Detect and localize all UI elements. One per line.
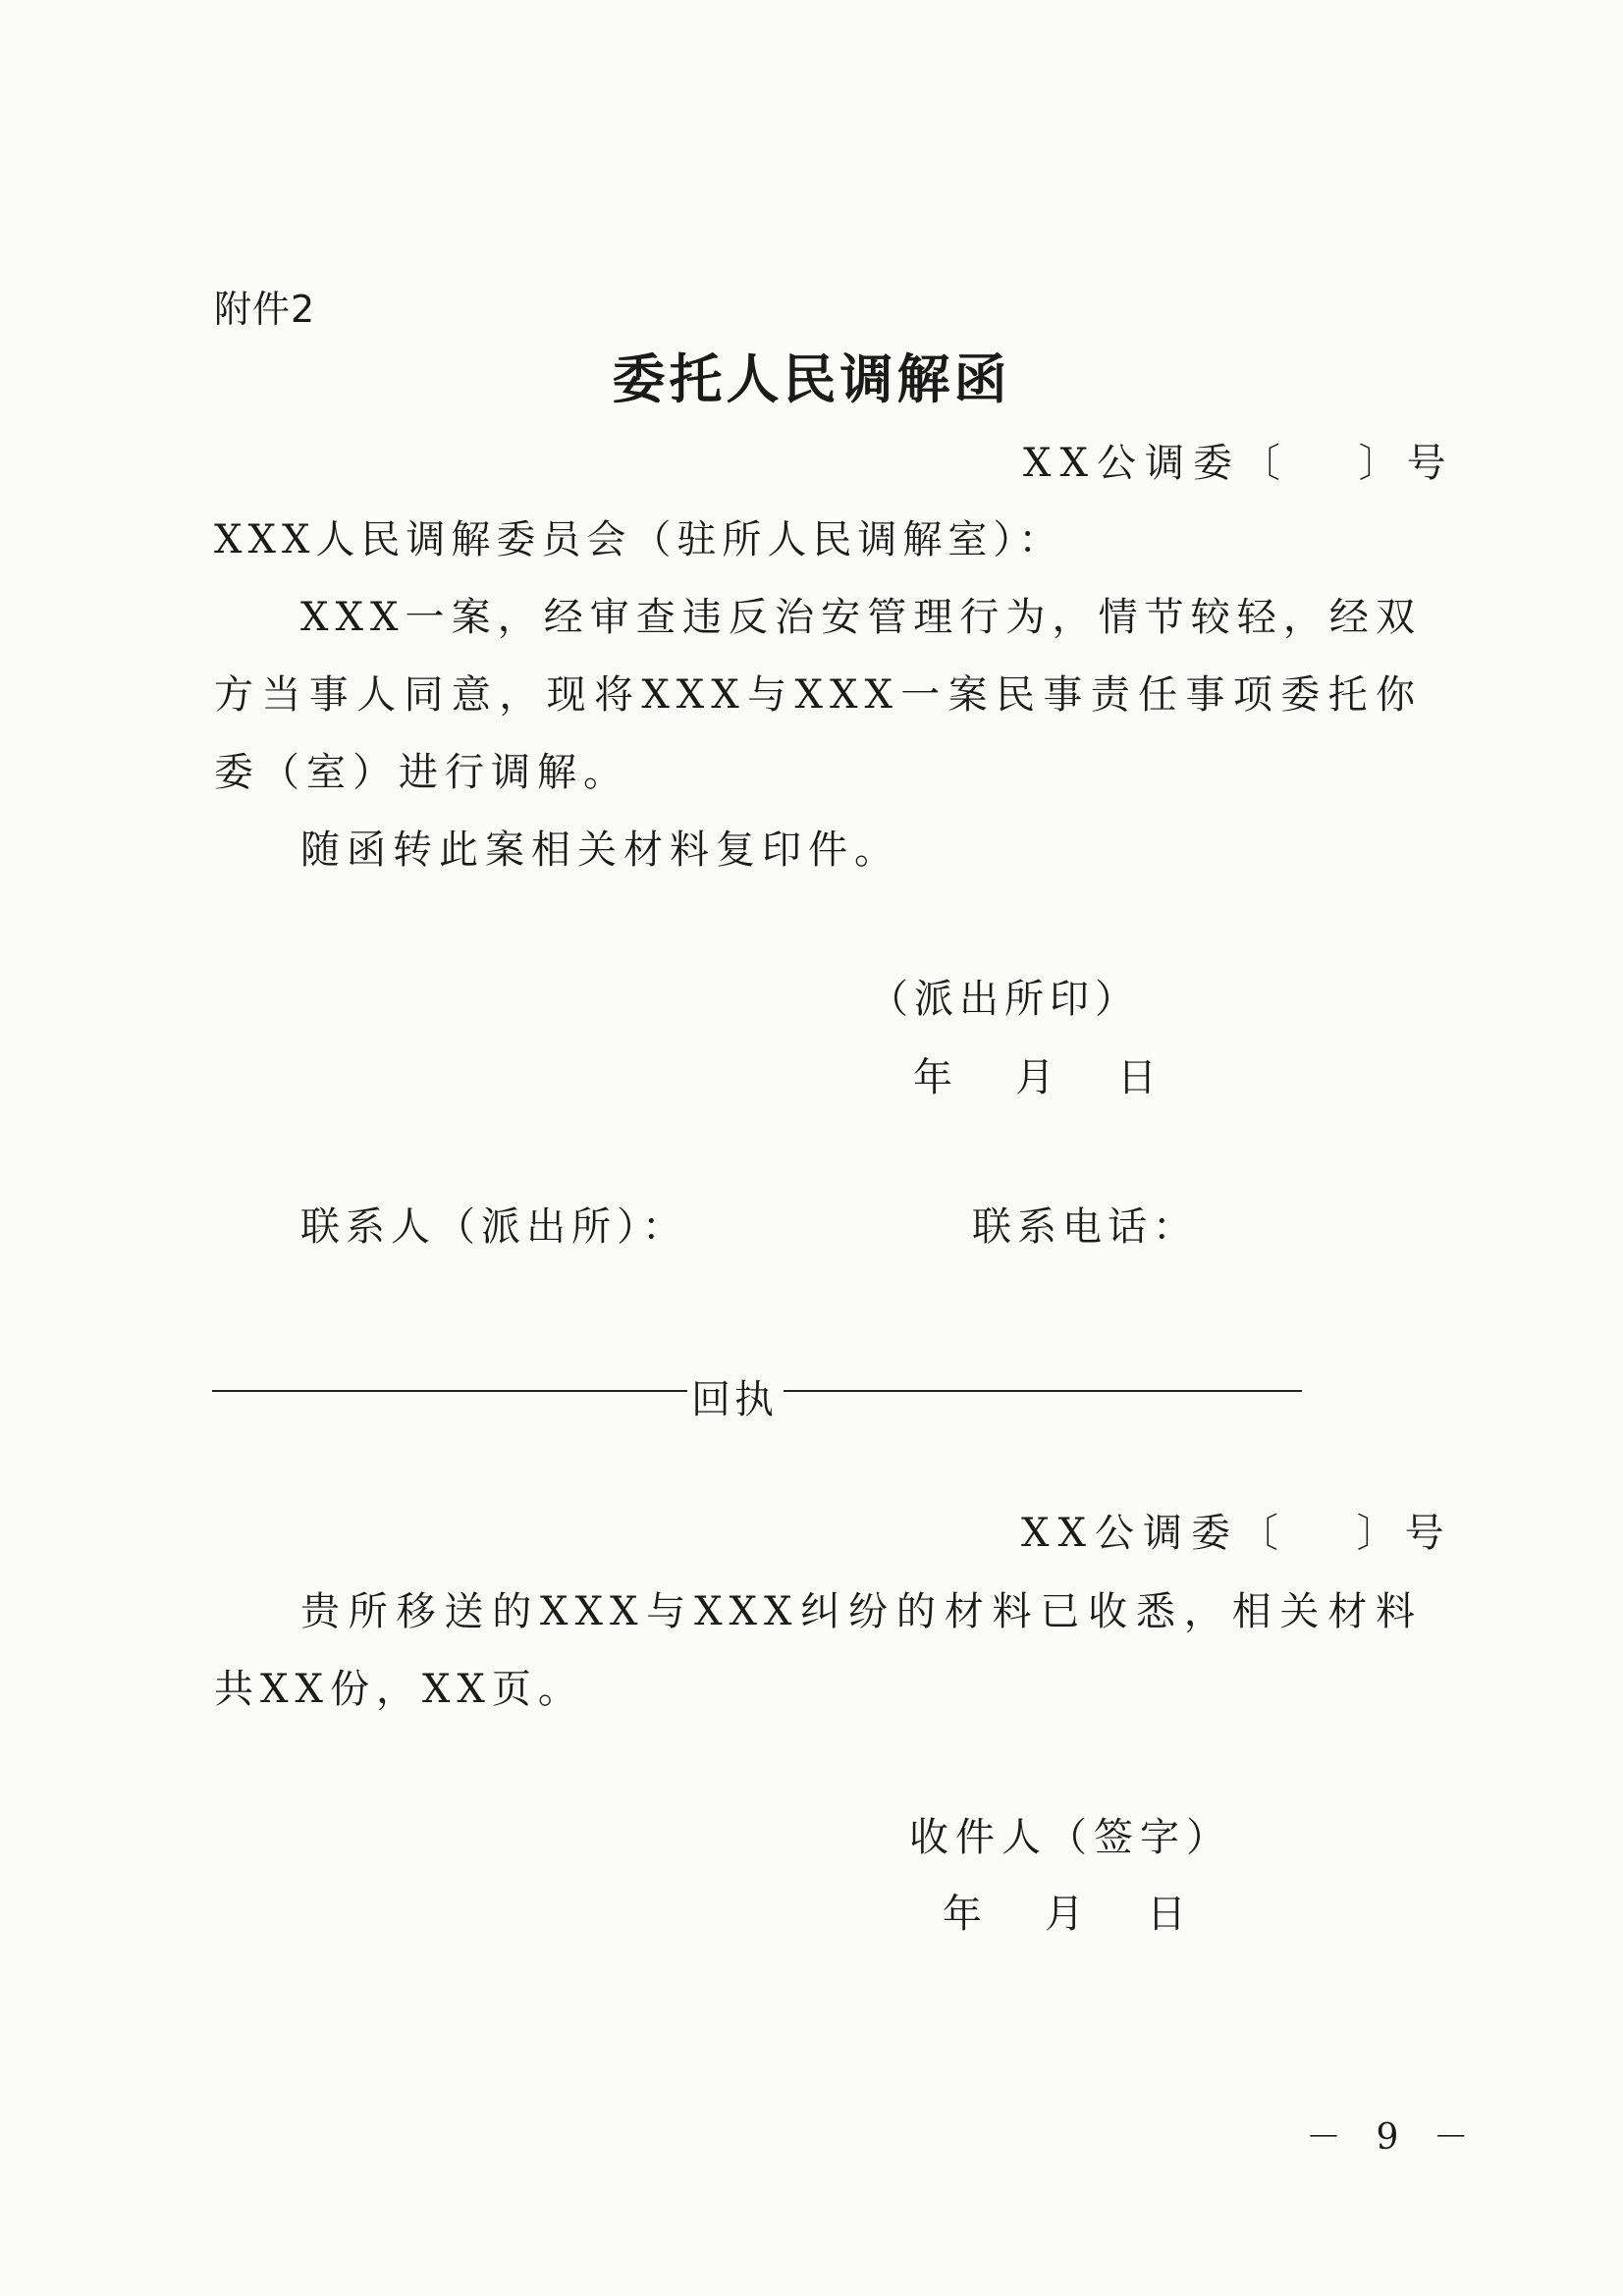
letter-attachment-note: 随函转此案相关材料复印件。 [300, 828, 900, 873]
recipient-signature-label: 收件人（签字） [909, 1815, 1232, 1860]
receipt-ref-number: XX公调委〔 〕号 [1021, 1511, 1453, 1556]
page-number: － 9 － [1306, 2117, 1481, 2158]
divider-line-right [784, 1390, 1302, 1392]
contact-phone-label: 联系电话： [972, 1204, 1198, 1250]
receipt-divider-label: 回执 [691, 1377, 778, 1422]
receipt-date-label: 年 月 日 [943, 1892, 1198, 1937]
letter-body-paragraph: XXX一案，经审查违反治安管理行为，情节较轻，经双方当事人同意，现将XXX与XXX一案民事责任事项委托你委（室）进行调解。 [214, 595, 1422, 795]
receipt-body: 贵所移送的XXX与XXX纠纷的材料已收悉，相关材料共XX份，XX页。 [214, 1589, 1422, 1712]
divider-line-left [212, 1390, 687, 1392]
annex-label: 附件2 [214, 288, 316, 331]
seal-label: （派出所印） [869, 977, 1140, 1022]
letter-addressee: XXX人民调解委员会（驻所人民调解室）： [214, 517, 1064, 562]
letter-ref-number: XX公调委〔 〕号 [1023, 441, 1455, 486]
document-title: 委托人民调解函 [612, 348, 1011, 410]
letter-date-label: 年 月 日 [913, 1055, 1168, 1100]
receipt-divider [212, 1362, 1302, 1422]
contact-person-label: 联系人（派出所）： [300, 1204, 687, 1250]
